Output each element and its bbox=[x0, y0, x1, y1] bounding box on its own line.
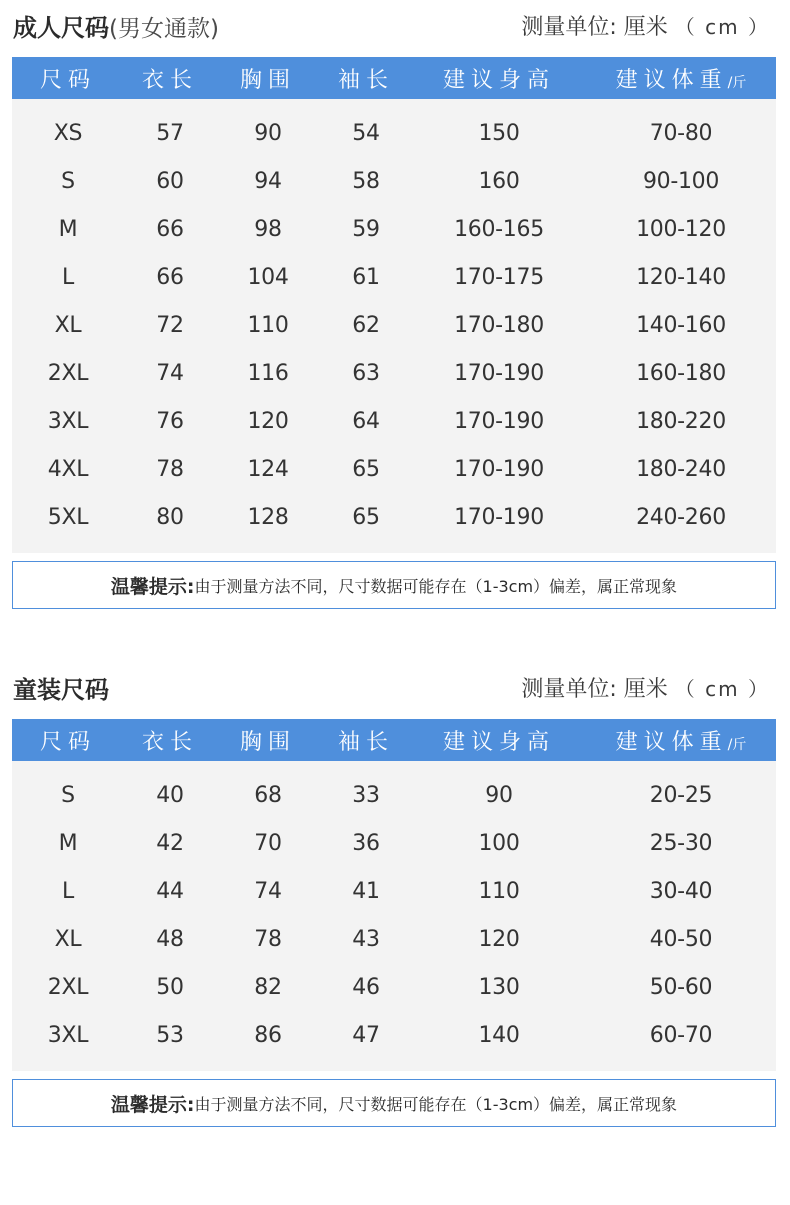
table-spacer bbox=[12, 761, 776, 771]
cell-weight: 50-60 bbox=[649, 974, 713, 1000]
cell-height: 160-165 bbox=[454, 216, 544, 242]
table-row bbox=[12, 157, 776, 205]
table-spacer bbox=[12, 99, 776, 109]
cell-size: 3XL bbox=[47, 408, 89, 434]
cell-weight: 25-30 bbox=[649, 830, 713, 856]
cell-length: 66 bbox=[156, 264, 184, 290]
cell-height: 170-175 bbox=[454, 264, 544, 290]
cell-chest: 74 bbox=[254, 878, 282, 904]
cell-length: 72 bbox=[156, 312, 184, 338]
header-length: 衣长 bbox=[141, 67, 198, 93]
adult-unit-label bbox=[521, 10, 770, 41]
cell-size: M bbox=[58, 216, 78, 242]
cell-length: 57 bbox=[156, 120, 184, 146]
cell-sleeve: 59 bbox=[352, 216, 380, 242]
cell-length: 80 bbox=[156, 504, 184, 530]
cell-length: 48 bbox=[156, 926, 184, 952]
cell-sleeve: 65 bbox=[352, 456, 380, 482]
adult-unit-cm: （ cm ） bbox=[674, 15, 770, 39]
cell-sleeve: 54 bbox=[352, 120, 380, 146]
cell-chest: 104 bbox=[247, 264, 289, 290]
cell-weight: 70-80 bbox=[649, 120, 713, 146]
cell-height: 90 bbox=[485, 782, 513, 808]
header-chest: 胸围 bbox=[239, 729, 296, 755]
cell-chest: 70 bbox=[254, 830, 282, 856]
cell-length: 42 bbox=[156, 830, 184, 856]
cell-size: 3XL bbox=[47, 1022, 89, 1048]
table-spacer bbox=[12, 1059, 776, 1071]
child-size-table bbox=[12, 719, 776, 1071]
adult-subtitle: (男女通款) bbox=[109, 16, 219, 42]
cell-height: 110 bbox=[478, 878, 520, 904]
table-row bbox=[12, 1011, 776, 1059]
child-unit-text: 测量单位: 厘米 bbox=[521, 677, 668, 702]
header-size: 尺码 bbox=[39, 67, 96, 93]
cell-size: M bbox=[58, 830, 78, 856]
cell-length: 76 bbox=[156, 408, 184, 434]
cell-weight: 30-40 bbox=[649, 878, 713, 904]
cell-weight: 140-160 bbox=[636, 312, 726, 338]
cell-size: 4XL bbox=[47, 456, 89, 482]
table-row bbox=[12, 493, 776, 541]
cell-length: 66 bbox=[156, 216, 184, 242]
cell-chest: 110 bbox=[247, 312, 289, 338]
cell-chest: 116 bbox=[247, 360, 289, 386]
child-unit-label bbox=[521, 672, 770, 703]
cell-weight: 100-120 bbox=[636, 216, 726, 242]
header-size: 尺码 bbox=[39, 729, 96, 755]
cell-size: L bbox=[62, 264, 74, 290]
header-weight-text: 建议体重 bbox=[615, 729, 728, 755]
cell-weight: 120-140 bbox=[636, 264, 726, 290]
cell-sleeve: 62 bbox=[352, 312, 380, 338]
child-size-title bbox=[13, 670, 109, 705]
header-sleeve: 袖长 bbox=[337, 67, 394, 93]
cell-height: 170-190 bbox=[454, 456, 544, 482]
cell-chest: 82 bbox=[254, 974, 282, 1000]
header-length: 衣长 bbox=[141, 729, 198, 755]
cell-weight: 160-180 bbox=[636, 360, 726, 386]
cell-weight: 240-260 bbox=[636, 504, 726, 530]
adult-size-table bbox=[12, 57, 776, 553]
cell-height: 130 bbox=[478, 974, 520, 1000]
table-row bbox=[12, 397, 776, 445]
table-spacer bbox=[12, 541, 776, 553]
cell-height: 170-180 bbox=[454, 312, 544, 338]
cell-chest: 98 bbox=[254, 216, 282, 242]
cell-chest: 124 bbox=[247, 456, 289, 482]
tip-text: 由于测量方法不同，尺寸数据可能存在（1-3cm）偏差，属正常现象 bbox=[194, 576, 678, 596]
cell-sleeve: 33 bbox=[352, 782, 380, 808]
child-tip-box bbox=[12, 1079, 776, 1127]
child-title-row bbox=[12, 662, 776, 719]
header-sleeve: 袖长 bbox=[337, 729, 394, 755]
cell-height: 160 bbox=[478, 168, 520, 194]
cell-chest: 68 bbox=[254, 782, 282, 808]
child-size-section bbox=[12, 662, 776, 1127]
cell-sleeve: 43 bbox=[352, 926, 380, 952]
cell-size: 2XL bbox=[47, 360, 89, 386]
adult-table-header bbox=[12, 57, 776, 99]
cell-sleeve: 64 bbox=[352, 408, 380, 434]
child-title-text: 童装尺码 bbox=[13, 676, 109, 704]
cell-size: XL bbox=[54, 312, 82, 338]
cell-sleeve: 63 bbox=[352, 360, 380, 386]
cell-chest: 128 bbox=[247, 504, 289, 530]
cell-weight: 180-220 bbox=[636, 408, 726, 434]
child-unit-cm: （ cm ） bbox=[674, 677, 770, 701]
cell-size: L bbox=[62, 878, 74, 904]
child-table-header bbox=[12, 719, 776, 761]
cell-size: S bbox=[61, 782, 75, 808]
cell-chest: 86 bbox=[254, 1022, 282, 1048]
cell-length: 53 bbox=[156, 1022, 184, 1048]
cell-sleeve: 47 bbox=[352, 1022, 380, 1048]
header-weight bbox=[586, 719, 776, 761]
cell-weight: 60-70 bbox=[649, 1022, 713, 1048]
table-row bbox=[12, 301, 776, 349]
tip-label: 温馨提示: bbox=[110, 1093, 195, 1116]
adult-unit-text: 测量单位: 厘米 bbox=[521, 15, 668, 40]
table-row bbox=[12, 205, 776, 253]
cell-length: 60 bbox=[156, 168, 184, 194]
tip-text: 由于测量方法不同，尺寸数据可能存在（1-3cm）偏差，属正常现象 bbox=[194, 1094, 678, 1114]
cell-sleeve: 41 bbox=[352, 878, 380, 904]
cell-size: XL bbox=[54, 926, 82, 952]
cell-sleeve: 58 bbox=[352, 168, 380, 194]
cell-height: 170-190 bbox=[454, 408, 544, 434]
cell-length: 74 bbox=[156, 360, 184, 386]
adult-size-title bbox=[13, 8, 219, 43]
cell-height: 150 bbox=[478, 120, 520, 146]
cell-length: 40 bbox=[156, 782, 184, 808]
cell-height: 140 bbox=[478, 1022, 520, 1048]
adult-tip-box bbox=[12, 561, 776, 609]
table-row bbox=[12, 445, 776, 493]
cell-sleeve: 46 bbox=[352, 974, 380, 1000]
cell-sleeve: 65 bbox=[352, 504, 380, 530]
table-row bbox=[12, 819, 776, 867]
cell-size: S bbox=[61, 168, 75, 194]
adult-title-row bbox=[12, 0, 776, 57]
cell-size: 5XL bbox=[47, 504, 89, 530]
header-weight bbox=[586, 57, 776, 99]
cell-weight: 20-25 bbox=[649, 782, 713, 808]
cell-height: 170-190 bbox=[454, 504, 544, 530]
cell-chest: 90 bbox=[254, 120, 282, 146]
header-height: 建议身高 bbox=[442, 67, 555, 93]
cell-size: 2XL bbox=[47, 974, 89, 1000]
cell-sleeve: 36 bbox=[352, 830, 380, 856]
adult-table-body bbox=[12, 99, 776, 553]
cell-length: 78 bbox=[156, 456, 184, 482]
cell-length: 50 bbox=[156, 974, 184, 1000]
cell-sleeve: 61 bbox=[352, 264, 380, 290]
cell-chest: 120 bbox=[247, 408, 289, 434]
cell-height: 100 bbox=[478, 830, 520, 856]
cell-chest: 78 bbox=[254, 926, 282, 952]
table-row bbox=[12, 349, 776, 397]
cell-height: 170-190 bbox=[454, 360, 544, 386]
cell-weight: 90-100 bbox=[642, 168, 720, 194]
header-height: 建议身高 bbox=[442, 729, 555, 755]
header-weight-unit: /斤 bbox=[727, 736, 747, 753]
table-row bbox=[12, 253, 776, 301]
child-table-body bbox=[12, 761, 776, 1071]
cell-length: 44 bbox=[156, 878, 184, 904]
tip-label: 温馨提示: bbox=[110, 575, 195, 598]
adult-title-text: 成人尺码 bbox=[13, 14, 109, 42]
adult-size-section bbox=[12, 0, 776, 609]
table-row bbox=[12, 109, 776, 157]
table-row bbox=[12, 915, 776, 963]
header-weight-text: 建议体重 bbox=[615, 67, 728, 93]
cell-height: 120 bbox=[478, 926, 520, 952]
header-chest: 胸围 bbox=[239, 67, 296, 93]
header-weight-unit: /斤 bbox=[727, 74, 747, 91]
table-row bbox=[12, 867, 776, 915]
cell-size: XS bbox=[53, 120, 83, 146]
cell-weight: 40-50 bbox=[649, 926, 713, 952]
table-row bbox=[12, 963, 776, 1011]
table-row bbox=[12, 771, 776, 819]
cell-weight: 180-240 bbox=[636, 456, 726, 482]
cell-chest: 94 bbox=[254, 168, 282, 194]
